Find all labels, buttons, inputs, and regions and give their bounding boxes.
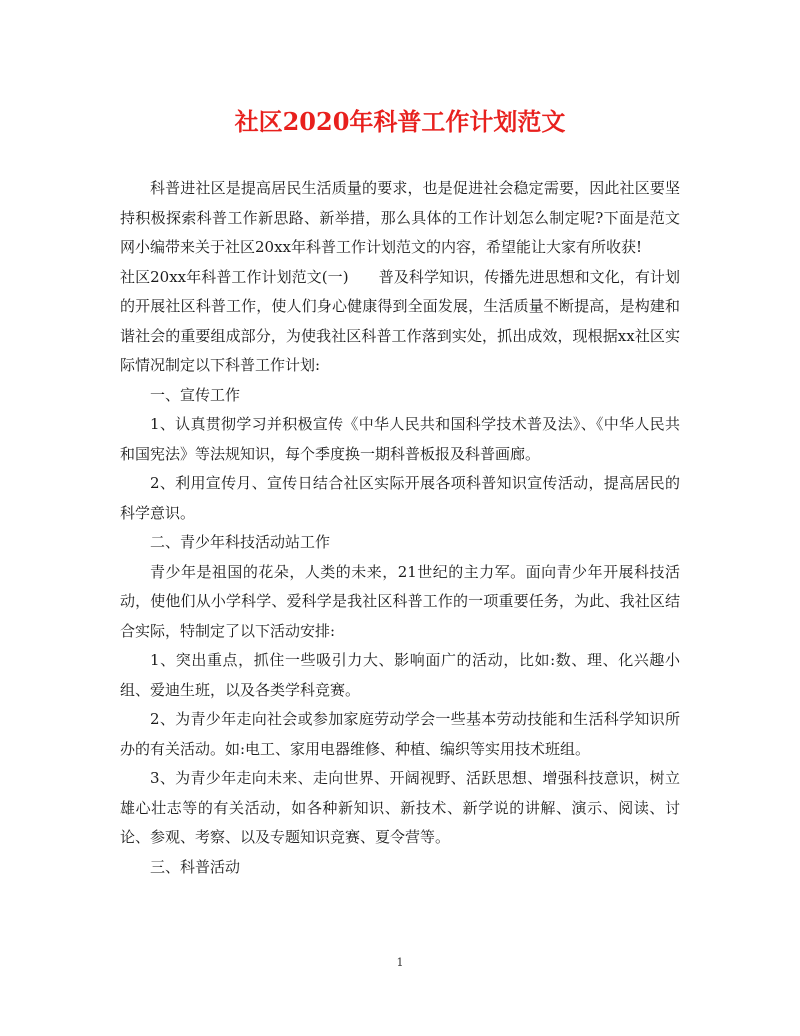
section-heading-activities: 三、科普活动 — [150, 857, 241, 876]
plan-paragraph: 社区20xx年科普工作计划范文(一) 普及科学知识，传播先进思想和文化，有计划的开展社区科普工作，使人们身心健康得到全面发展，生活质量不断提高，是构建和谐社会的重要组成部分，为使我社区科普工作落到实处，抓出成效，现根据xx社区实际情况制定以下科普工作计划: — [120, 267, 680, 374]
publicity-item-2: 2、利用宣传月、宣传日结合社区实际开展各项科普知识宣传活动，提高居民的科学意识。 — [120, 474, 680, 522]
section-heading-publicity: 一、宣传工作 — [150, 385, 241, 404]
youth-item-3: 3、为青少年走向未来、走向世界、开阔视野、活跃思想、增强科技意识，树立雄心壮志等的有关活动，如各种新知识、新技术、新学说的讲解、演示、阅读、讨论、参观、考察、以及专题知识竞赛、夏令营等。 — [120, 769, 680, 846]
intro-paragraph: 科普进社区是提高居民生活质量的要求，也是促进社会稳定需要，因此社区要坚持积极探索科普工作新思路、新举措，那么具体的工作计划怎么制定呢?下面是范文网小编带来关于社区20xx年科普工作计划范文的内容，希望能让大家有所收获! — [120, 179, 680, 256]
youth-item-2: 2、为青少年走向社会或参加家庭劳动学会一些基本劳动技能和生活科学知识所办的有关活动。如:电工、家用电器维修、种植、编织等实用技术班组。 — [120, 710, 680, 758]
youth-item-1: 1、突出重点，抓住一些吸引力大、影响面广的活动，比如:数、理、化兴趣小组、爱迪生班，以及各类学科竞赛。 — [120, 651, 680, 699]
youth-intro-paragraph: 青少年是祖国的花朵，人类的未来，21世纪的主力军。面向青少年开展科技活动，使他们从小学科学、爱科学是我社区科普工作的一项重要任务，为此、我社区结合实际，特制定了以下活动安排: — [120, 562, 680, 640]
document-title: 社区2020年科普工作计划范文 — [234, 107, 566, 136]
publicity-item-1: 1、认真贯彻学习并积极宣传《中华人民共和国科学技术普及法》、《中华人民共和国宪法》等法规知识，每个季度换一期科普板报及科普画廊。 — [120, 415, 680, 463]
document-body — [120, 174, 680, 882]
section-heading-youth: 二、青少年科技活动站工作 — [150, 533, 331, 551]
page-number: 1 — [396, 956, 404, 969]
